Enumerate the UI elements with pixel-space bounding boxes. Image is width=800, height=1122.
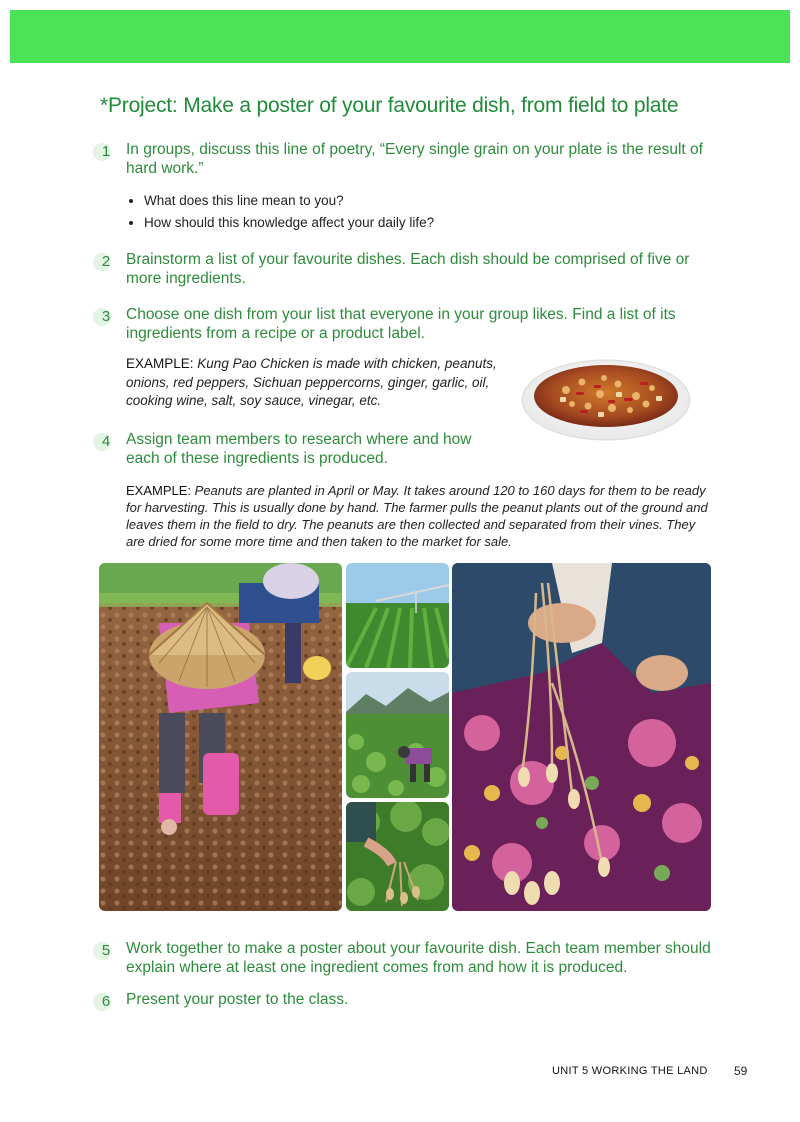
task-text: Choose one dish from your list that everyone in your group likes. Find a list of its ingredients from a recipe or a product label. bbox=[126, 306, 676, 342]
farmer-planting-photo bbox=[99, 563, 342, 911]
task-text: In groups, discuss this line of poetry, “Every single grain on your plate is the result of hard work.” bbox=[126, 141, 703, 177]
farmer-in-field-photo bbox=[346, 672, 449, 798]
task-item-6 bbox=[97, 991, 707, 1010]
task-number: 3 bbox=[97, 306, 115, 328]
page-number: 59 bbox=[734, 1064, 748, 1078]
discussion-bullets bbox=[124, 190, 434, 234]
harvesting-peanuts-photo bbox=[346, 802, 449, 911]
task-text: Assign team members to research where and how each of these ingredients is produced. bbox=[126, 431, 472, 467]
task-text: Brainstorm a list of your favourite dishes. Each dish should be comprised of five or more ingredients. bbox=[126, 251, 690, 287]
task-number: 1 bbox=[97, 141, 115, 163]
bullet-item: • How should this knowledge affect your daily life? bbox=[144, 212, 434, 234]
example-text: Kung Pao Chicken is made with chicken, peanuts, onions, red peppers, Sichuan peppercorns, ginger, garlic, oil, cooking wine, salt, soy sauce, vinegar, etc. bbox=[126, 356, 497, 408]
task-item-2 bbox=[97, 251, 707, 288]
unit-label: UNIT 5 WORKING THE LAND bbox=[552, 1065, 708, 1077]
header-bar bbox=[10, 10, 790, 63]
task-number: 5 bbox=[97, 940, 115, 962]
task-text: Work together to make a poster about your favourite dish. Each team member should explain where at least one ingredient comes from and how it is produced. bbox=[126, 940, 711, 976]
task-text: Present your poster to the class. bbox=[126, 991, 349, 1008]
crop-field-irrigation-photo bbox=[346, 563, 449, 668]
task-item-4 bbox=[97, 431, 497, 468]
bullet-item: • What does this line mean to you? bbox=[144, 190, 434, 212]
example-text: Peanuts are planted in April or May. It takes around 120 to 160 days for them to be ready for harvesting. This is usually done by hand. The farmer pulls the peanut plants out of the ground and leaves them in the field to dry. The peanuts are then collected and separated from their vines. They are dried for some more time and then taken to the market for sale. bbox=[126, 483, 708, 549]
task-item-3 bbox=[97, 306, 707, 343]
page-title: *Project: Make a poster of your favourite dish, from field to plate bbox=[100, 94, 679, 117]
example-peanuts bbox=[126, 482, 711, 550]
separating-peanuts-photo bbox=[452, 563, 711, 911]
example-label: EXAMPLE: bbox=[126, 483, 192, 498]
task-number: 6 bbox=[97, 991, 115, 1013]
example-label: EXAMPLE: bbox=[126, 356, 194, 371]
task-item-1 bbox=[97, 141, 707, 178]
task-number: 4 bbox=[97, 431, 115, 453]
task-item-5 bbox=[97, 940, 717, 977]
example-kung-pao bbox=[126, 355, 516, 411]
task-number: 2 bbox=[97, 251, 115, 273]
kung-pao-dish-image bbox=[516, 352, 692, 442]
